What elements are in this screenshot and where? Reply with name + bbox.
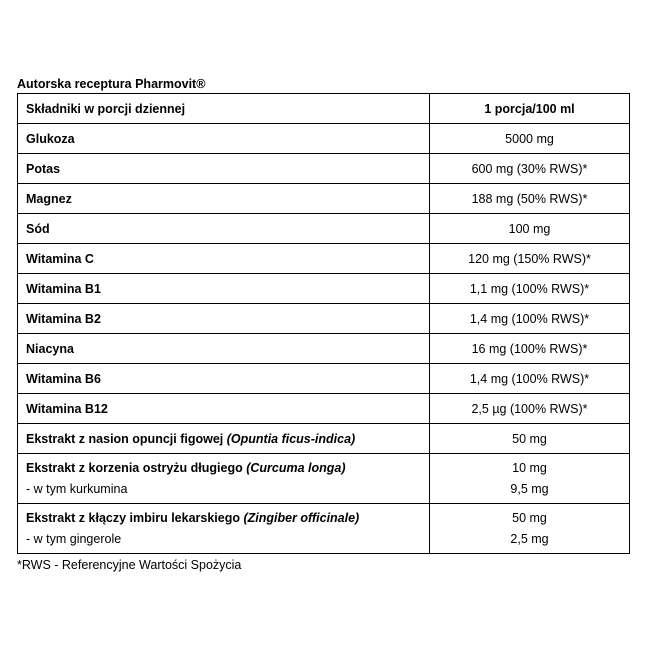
ingredient-name (18, 424, 430, 454)
extract-value: 10 mg (512, 461, 547, 475)
table-row-curcuma (18, 454, 630, 504)
table-header-row (18, 94, 630, 124)
table-row (18, 274, 630, 304)
ingredient-name: Sód (18, 214, 430, 244)
table-row (18, 184, 630, 214)
ingredient-name: Witamina B1 (18, 274, 430, 304)
table-row (18, 394, 630, 424)
table-row (18, 214, 630, 244)
extract-name: Ekstrakt z nasion opuncji figowej (26, 431, 227, 446)
ingredient-value (430, 454, 630, 504)
ingredient-name: Witamina C (18, 244, 430, 274)
ingredient-name: Witamina B12 (18, 394, 430, 424)
header-ingredient: Składniki w porcji dziennej (18, 94, 430, 124)
sub-ingredient-value: 2,5 mg (510, 532, 549, 546)
extract-latin-name: (Zingiber officinale) (243, 511, 360, 525)
ingredient-value: 5000 mg (430, 124, 630, 154)
ingredient-name (18, 454, 430, 504)
ingredient-value: 16 mg (100% RWS)* (430, 334, 630, 364)
sub-ingredient-name: - w tym kurkumina (26, 482, 128, 496)
ingredient-value: 50 mg (430, 424, 630, 454)
ingredient-name (18, 504, 430, 554)
footnote: *RWS - Referencyjne Wartości Spożycia (17, 558, 242, 572)
ingredient-value: 100 mg (430, 214, 630, 244)
sub-ingredient-name: - w tym gingerole (26, 532, 122, 546)
ingredient-value: 1,1 mg (100% RWS)* (430, 274, 630, 304)
ingredient-name: Witamina B2 (18, 304, 430, 334)
ingredient-name: Glukoza (18, 124, 430, 154)
ingredient-value: 188 mg (50% RWS)* (430, 184, 630, 214)
table-row-opuntia (18, 424, 630, 454)
extract-latin-name: (Opuntia ficus-indica) (226, 431, 356, 446)
table-title: Autorska receptura Pharmovit® (17, 77, 206, 91)
ingredient-name: Witamina B6 (18, 364, 430, 394)
extract-title (26, 511, 421, 525)
table-row (18, 364, 630, 394)
ingredient-value: 600 mg (30% RWS)* (430, 154, 630, 184)
table-row (18, 154, 630, 184)
extract-latin-name: (Curcuma longa) (246, 461, 346, 475)
ingredient-value: 1,4 mg (100% RWS)* (430, 364, 630, 394)
table-row (18, 334, 630, 364)
extract-title (26, 461, 421, 475)
extract-value: 50 mg (512, 511, 547, 525)
table-row (18, 244, 630, 274)
header-amount: 1 porcja/100 ml (430, 94, 630, 124)
ingredient-name: Niacyna (18, 334, 430, 364)
ingredient-name: Magnez (18, 184, 430, 214)
ingredient-name: Potas (18, 154, 430, 184)
extract-name: Ekstrakt z korzenia ostryżu długiego (26, 461, 247, 475)
ingredient-value: 120 mg (150% RWS)* (430, 244, 630, 274)
extract-name: Ekstrakt z kłączy imbiru lekarskiego (26, 511, 244, 525)
nutrition-table (17, 93, 630, 554)
table-row-ginger (18, 504, 630, 554)
ingredient-value: 2,5 µg (100% RWS)* (430, 394, 630, 424)
ingredient-value (430, 504, 630, 554)
ingredient-value: 1,4 mg (100% RWS)* (430, 304, 630, 334)
table-row (18, 304, 630, 334)
sub-ingredient-value: 9,5 mg (510, 482, 549, 496)
table-row (18, 124, 630, 154)
